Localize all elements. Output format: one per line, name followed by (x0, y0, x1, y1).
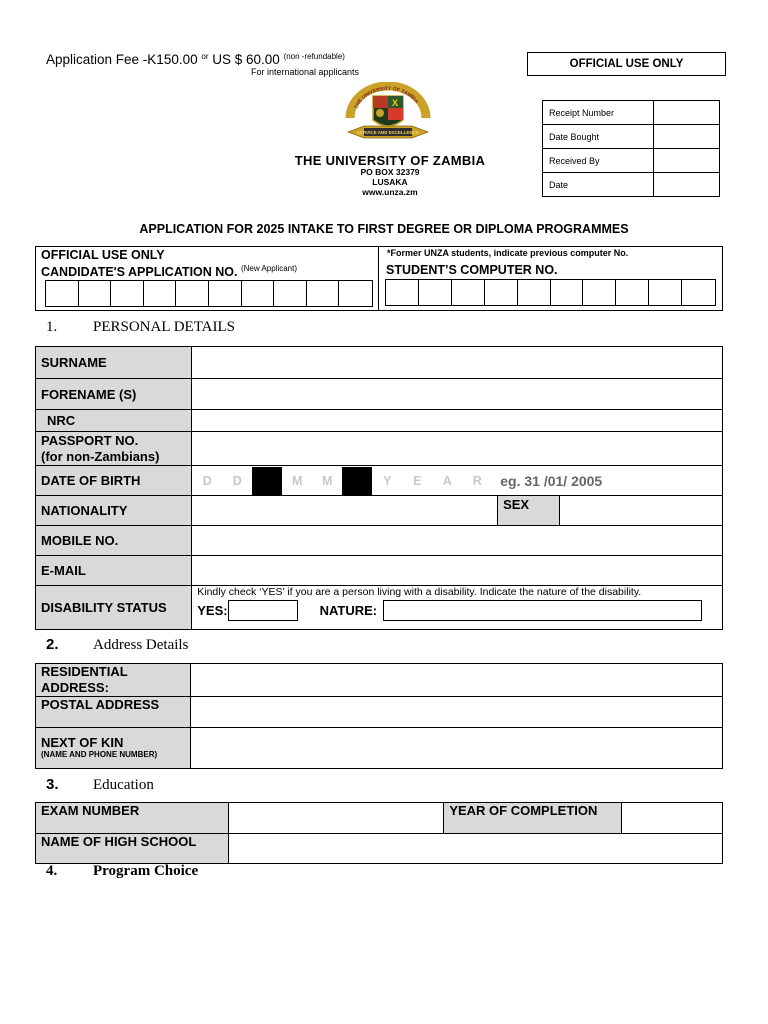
section-education (46, 776, 154, 794)
candidate-application-no-boxes[interactable] (45, 280, 373, 307)
kin-field[interactable] (190, 728, 722, 769)
dob-example: eg. 31 /01/ 2005 (500, 472, 603, 489)
forename-label: FORENAME (S) (36, 379, 192, 410)
education-table (35, 802, 723, 864)
disability-nature-field[interactable] (383, 600, 702, 621)
po-box: PO BOX 32379 (360, 167, 420, 177)
section-title: Address Details (93, 637, 189, 653)
section-title: Education (93, 777, 154, 793)
dob-year-3[interactable]: A (442, 473, 452, 488)
disability-label: DISABILITY STATUS (36, 586, 192, 630)
forename-field[interactable] (192, 379, 723, 410)
university-address (282, 167, 498, 197)
date-field[interactable] (654, 173, 720, 197)
passport-label (36, 432, 192, 466)
high-school-label: NAME OF HIGH SCHOOL (36, 834, 229, 864)
year-completion-field[interactable] (622, 803, 723, 834)
fee-usd: US $ 60.00 (208, 52, 280, 67)
disability-field (192, 586, 723, 630)
application-number-block (35, 246, 723, 311)
mobile-field[interactable] (192, 526, 723, 556)
yes-label: YES: (197, 603, 228, 618)
received-by-label: Received By (543, 149, 654, 173)
section-personal-details (46, 319, 235, 336)
logo-arc-text: THE UNIVERSITY OF ZAMBIA (353, 85, 420, 110)
university-name: THE UNIVERSITY OF ZAMBIA (294, 153, 486, 168)
date-label: Date (543, 173, 654, 197)
dob-label: DATE OF BIRTH (36, 466, 192, 496)
disability-note: Kindly check ‘YES’ if you are a person living with a disability. Indicate the nature of the disability. (197, 586, 642, 598)
section-title: Program Choice (93, 863, 199, 879)
dob-field[interactable] (192, 466, 723, 496)
nationality-label: NATIONALITY (36, 496, 192, 526)
exam-number-label: EXAM NUMBER (36, 803, 229, 834)
section-address-details (46, 636, 188, 654)
dob-separator (252, 467, 282, 495)
official-use-box: OFFICIAL USE ONLY (527, 52, 726, 76)
passport-field[interactable] (192, 432, 723, 466)
year-completion-label: YEAR OF COMPLETION (444, 803, 622, 834)
email-label: E-MAIL (36, 556, 192, 586)
city: LUSAKA (372, 177, 408, 187)
nationality-field[interactable] (192, 496, 498, 526)
dob-month-2[interactable]: M (322, 473, 333, 488)
section-title: PERSONAL DETAILS (93, 319, 235, 335)
residential-field[interactable] (190, 664, 722, 697)
dob-day-2[interactable]: D (232, 473, 242, 488)
svg-text:X: X (392, 98, 399, 108)
new-applicant-note: (New Applicant) (240, 264, 298, 273)
postal-field[interactable] (190, 697, 722, 728)
kin-note: (NAME AND PHONE NUMBER) (41, 750, 158, 759)
kin-label-text: NEXT OF KIN (41, 735, 124, 750)
sex-label: SEX (498, 496, 560, 526)
surname-field[interactable] (192, 347, 723, 379)
email-field[interactable] (192, 556, 723, 586)
date-bought-label: Date Bought (543, 125, 654, 149)
dob-year-4[interactable]: R (472, 473, 482, 488)
date-bought-field[interactable] (654, 125, 720, 149)
exam-number-field[interactable] (228, 803, 444, 834)
high-school-field[interactable] (228, 834, 722, 864)
passport-label-text: PASSPORT NO. (41, 432, 139, 448)
section-number: 1. (46, 319, 58, 335)
mobile-label: MOBILE NO. (36, 526, 192, 556)
passport-note: (for non-Zambians) (41, 448, 160, 464)
fee-kwacha: Application Fee -K150.00 (46, 52, 198, 67)
receipt-number-label: Receipt Number (543, 101, 654, 125)
dob-year-1[interactable]: Y (383, 473, 392, 488)
residential-label: RESIDENTIAL ADDRESS: (36, 664, 191, 697)
received-by-field[interactable] (654, 149, 720, 173)
section-program-choice (46, 863, 198, 880)
student-computer-no-boxes[interactable] (385, 279, 716, 306)
logo-motto: SERVICE AND EXCELLENCE (356, 130, 420, 135)
student-computer-no-label: STUDENT’S COMPUTER NO. (386, 263, 558, 277)
postal-label: POSTAL ADDRESS (36, 697, 191, 728)
fee-or: or (201, 52, 209, 61)
international-note: For international applicants (251, 67, 360, 77)
disability-yes-box[interactable] (228, 600, 298, 621)
kin-label (36, 728, 191, 769)
candidate-label-text: CANDIDATE'S APPLICATION NO. (41, 265, 238, 279)
nature-label: NATURE: (319, 603, 378, 618)
section-number: 3. (46, 776, 59, 793)
section-number: 4. (46, 863, 58, 879)
address-details-table (35, 663, 723, 769)
dob-separator (342, 467, 372, 495)
university-crest-icon (342, 82, 434, 150)
section-number: 2. (46, 636, 59, 653)
dob-day-1[interactable]: D (202, 473, 212, 488)
dob-month-1[interactable]: M (292, 473, 303, 488)
nrc-field[interactable] (192, 410, 723, 432)
fee-non-refundable: (non -refundable) (283, 52, 345, 61)
sex-field[interactable] (560, 496, 723, 526)
personal-details-table (35, 346, 723, 630)
dob-cells[interactable] (192, 467, 492, 495)
application-fee (46, 52, 345, 67)
dob-year-2[interactable]: E (413, 473, 422, 488)
nrc-label: NRC (36, 410, 192, 432)
application-title: APPLICATION FOR 2025 INTAKE TO FIRST DEGREE OR DIPLOMA PROGRAMMES (139, 222, 629, 236)
receipt-table (542, 100, 720, 197)
candidate-application-no-label (41, 264, 297, 279)
former-students-note: *Former UNZA students, indicate previous computer No. (387, 248, 629, 258)
website: www.unza.zm (362, 187, 418, 197)
surname-label: SURNAME (36, 347, 192, 379)
receipt-number-field[interactable] (654, 101, 720, 125)
official-use-label: OFFICIAL USE ONLY (41, 248, 165, 262)
